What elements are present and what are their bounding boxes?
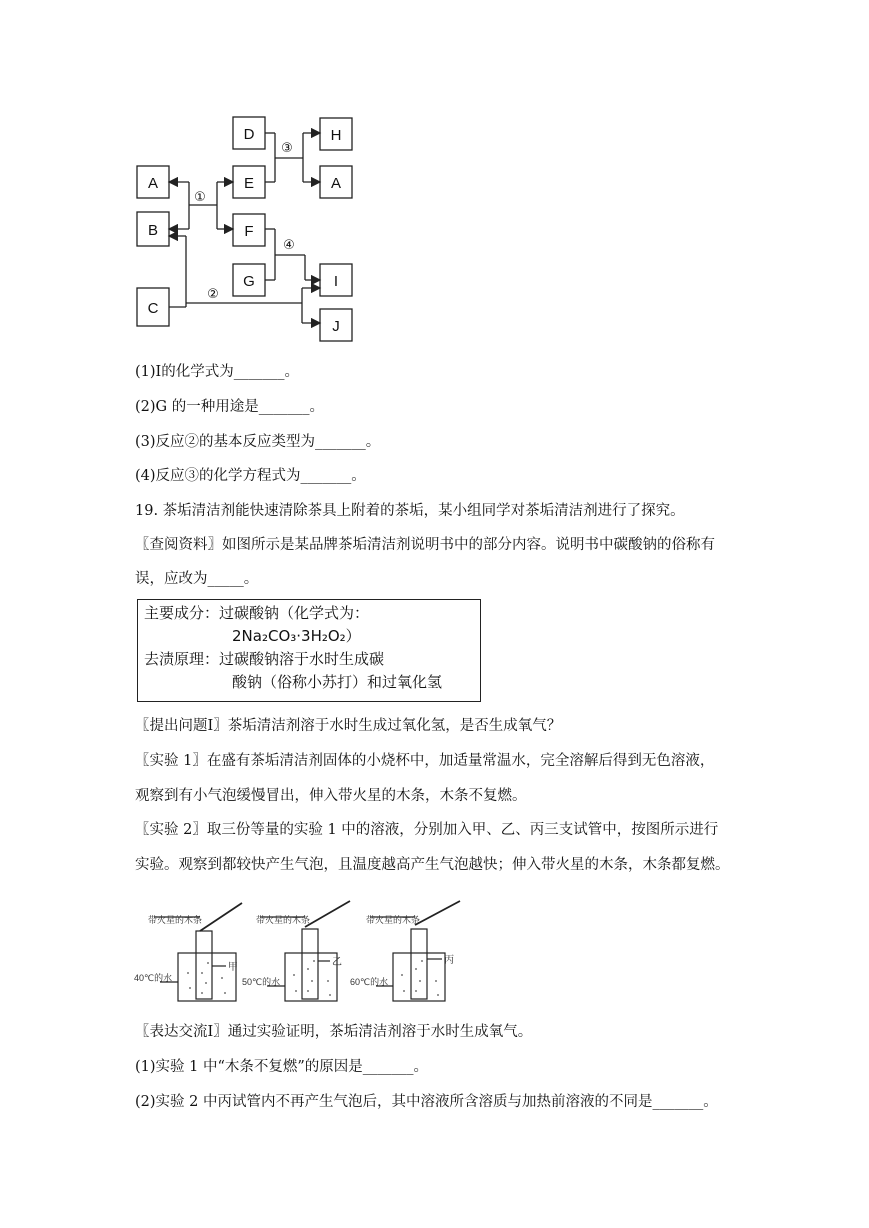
experiment-1-line-2: 观察到有小气泡缓慢冒出，伸入带火星的木条，木条不复燃。 xyxy=(135,788,527,804)
reaction-diagram xyxy=(130,110,370,350)
tube-label-1: 甲 xyxy=(228,962,238,973)
water-label-1: 40℃的水 xyxy=(134,973,173,983)
label-J: J xyxy=(332,318,340,335)
apparatus-figure xyxy=(130,893,470,1011)
box-line-2: 2Na₂CO₃·3H₂O₂） xyxy=(232,627,361,645)
instruction-box xyxy=(137,599,481,702)
stick-label-2: 带火星的木条 xyxy=(256,915,311,925)
label-G: G xyxy=(243,273,255,290)
experiment-2-line-1: 〖实验 2〗取三份等量的实验 1 中的溶液，分别加入甲、乙、丙三支试管中，按图所示进行 xyxy=(135,822,719,838)
water-label-2: 50℃的水 xyxy=(242,977,281,987)
sub-question-2: (2)实验 2 中丙试管内不再产生气泡后，其中溶液所含溶质与加热前溶液的不同是_______。 xyxy=(135,1094,718,1110)
box-line-4: 酸钠（俗称小苏打）和过氧化氢 xyxy=(232,673,443,691)
reaction-3-label: ③ xyxy=(281,140,293,155)
box-line-1: 主要成分：过碳酸钠（化学式为： xyxy=(144,604,370,622)
label-A2: A xyxy=(330,175,342,192)
experiment-1-line-1: 〖实验 1〗在盛有茶垢清洁剂固体的小烧杯中，加适量常温水，完全溶解后得到无色溶液， xyxy=(135,753,715,769)
label-H: H xyxy=(330,127,342,144)
box-line-3: 去渍原理：过碳酸钠溶于水时生成碳 xyxy=(144,650,385,668)
question-4: (4)反应③的化学方程式为_______。 xyxy=(135,468,366,484)
question-2: (2)G 的一种用途是_______。 xyxy=(135,399,324,415)
label-F: F xyxy=(244,223,254,240)
reference-line-2: 误，应改为_____。 xyxy=(135,571,259,587)
label-E: E xyxy=(243,175,255,192)
sub-question-1: (1)实验 1 中“木条不复燃”的原因是_______。 xyxy=(135,1059,429,1075)
question-i: 〖提出问题Ⅰ〗茶垢清洁剂溶于水时生成过氧化氢，是否生成氧气？ xyxy=(135,718,562,734)
experiment-2-line-2: 实验。观察到都较快产生气泡，且温度越高产生气泡越快；伸入带火星的木条，木条都复燃。 xyxy=(135,857,730,873)
stick-label-3: 带火星的木条 xyxy=(366,915,421,925)
label-B: B xyxy=(147,222,159,239)
tube-label-3: 丙 xyxy=(444,955,454,966)
problem-19-intro: 19. 茶垢清洁剂能快速清除茶具上附着的茶垢，某小组同学对茶垢清洁剂进行了探究。 xyxy=(135,503,685,519)
label-A1: A xyxy=(147,175,159,192)
water-label-3: 60℃的水 xyxy=(350,977,389,987)
tube-label-2: 乙 xyxy=(332,957,342,968)
reaction-2-label: ② xyxy=(207,286,219,301)
reference-line-1: 〖查阅资料〗如图所示是某品牌茶垢清洁剂说明书中的部分内容。说明书中碳酸钠的俗称有 xyxy=(135,537,715,553)
exchange-i: 〖表达交流Ⅰ〗通过实验证明，茶垢清洁剂溶于水时生成氧气。 xyxy=(135,1024,533,1040)
question-1: (1)Ⅰ的化学式为_______。 xyxy=(135,364,300,380)
stick-label-1: 带火星的木条 xyxy=(148,915,203,925)
reaction-4-label: ④ xyxy=(283,237,295,252)
reaction-1-label: ① xyxy=(194,189,206,204)
label-D: D xyxy=(243,126,255,143)
question-3: (3)反应②的基本反应类型为_______。 xyxy=(135,434,381,450)
label-I: I xyxy=(333,273,339,290)
label-C: C xyxy=(147,300,159,317)
